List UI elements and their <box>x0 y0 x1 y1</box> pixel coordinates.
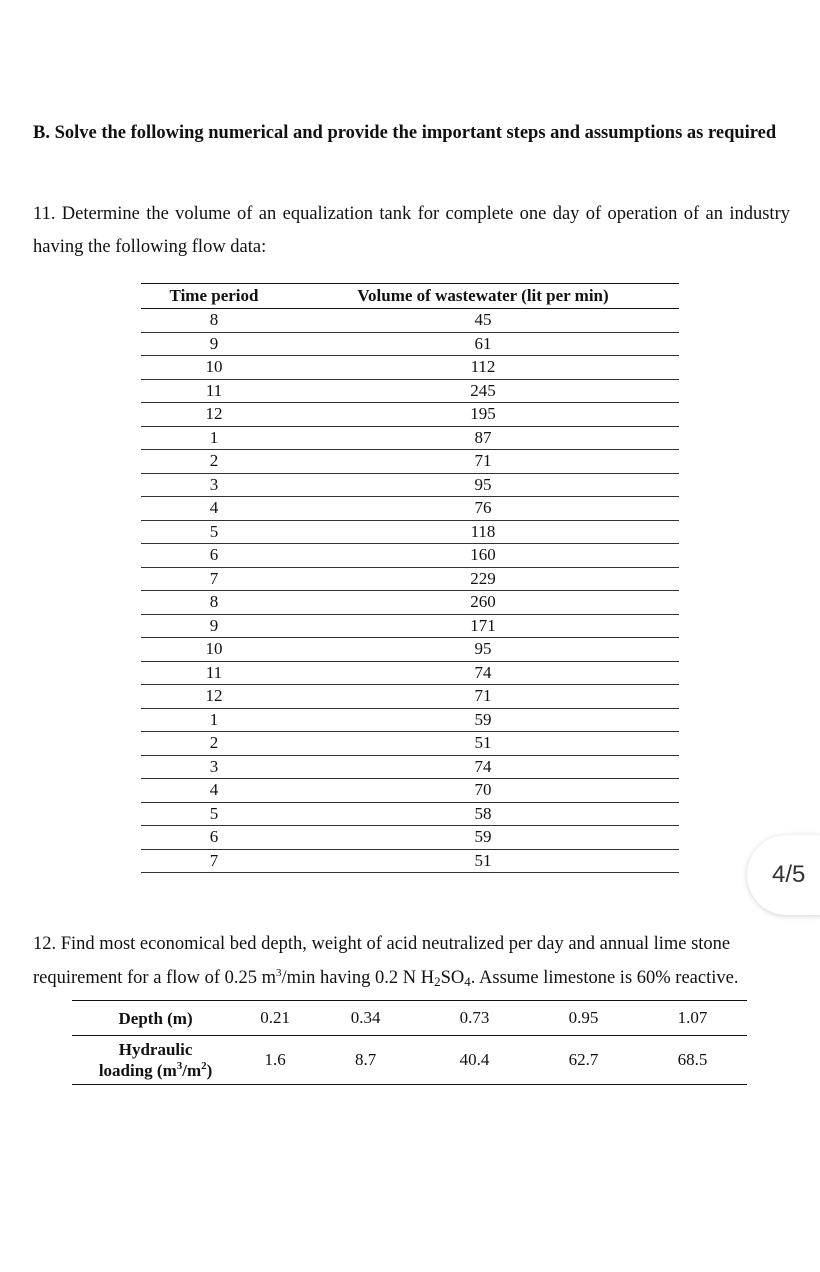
time-period-cell: 7 <box>141 849 287 873</box>
loading-value: 8.7 <box>311 1036 420 1085</box>
flow-table-row <box>141 356 679 380</box>
time-period-cell: 12 <box>141 685 287 709</box>
volume-cell: 87 <box>287 426 679 450</box>
time-period-cell: 6 <box>141 544 287 568</box>
loading-value: 40.4 <box>420 1036 529 1085</box>
time-period-cell: 10 <box>141 638 287 662</box>
q12-text-part1: 12. Find most economical bed depth, weight of acid neutralized per day and annual lime stone requirement for a flow of 0.25 m <box>33 934 731 988</box>
q12-sup-cubic: 3 <box>276 967 282 979</box>
volume-cell: 58 <box>287 802 679 826</box>
flow-table-row <box>141 309 679 333</box>
flow-table-row <box>141 567 679 591</box>
time-period-cell: 9 <box>141 614 287 638</box>
time-period-header: Time period <box>141 284 287 309</box>
q12-text-part4: . Assume limestone is 60% reactive. <box>470 968 739 988</box>
time-period-cell: 2 <box>141 732 287 756</box>
volume-cell: 74 <box>287 661 679 685</box>
volume-cell: 71 <box>287 685 679 709</box>
volume-cell: 76 <box>287 497 679 521</box>
volume-cell: 260 <box>287 591 679 615</box>
q12-text-part3: SO <box>440 968 465 988</box>
volume-cell: 195 <box>287 403 679 427</box>
loading-label-mid: /m <box>182 1061 202 1080</box>
depth-value: 0.21 <box>239 1001 311 1036</box>
depth-value: 0.34 <box>311 1001 420 1036</box>
time-period-cell: 6 <box>141 826 287 850</box>
flow-table-row <box>141 755 679 779</box>
volume-cell: 95 <box>287 638 679 662</box>
volume-cell: 118 <box>287 520 679 544</box>
flow-table-row <box>141 591 679 615</box>
flow-table-header <box>141 284 679 309</box>
time-period-cell: 8 <box>141 309 287 333</box>
flow-table-row <box>141 638 679 662</box>
volume-cell: 160 <box>287 544 679 568</box>
flow-table-row <box>141 497 679 521</box>
time-period-cell: 4 <box>141 779 287 803</box>
page-indicator: 4/5 <box>747 835 820 915</box>
flow-table-row <box>141 332 679 356</box>
flow-table-row <box>141 708 679 732</box>
flow-table-body <box>141 309 679 873</box>
question-12-text <box>33 927 790 995</box>
volume-cell: 51 <box>287 849 679 873</box>
volume-cell: 59 <box>287 826 679 850</box>
volume-cell: 245 <box>287 379 679 403</box>
flow-table-row <box>141 661 679 685</box>
question-11-text: 11. Determine the volume of an equalization tank for complete one day of operation of an industry having the following flow data: <box>33 204 790 257</box>
flow-table-row <box>141 732 679 756</box>
depth-value: 1.07 <box>638 1001 747 1036</box>
time-period-cell: 1 <box>141 708 287 732</box>
q12-sub-o4: 4 <box>464 974 471 989</box>
loading-value: 68.5 <box>638 1036 747 1085</box>
volume-header: Volume of wastewater (lit per min) <box>287 284 679 309</box>
depth-row <box>72 1001 747 1036</box>
time-period-cell: 2 <box>141 450 287 474</box>
loading-sup-square: 2 <box>201 1060 207 1072</box>
flow-table-row <box>141 379 679 403</box>
depth-value: 0.95 <box>529 1001 638 1036</box>
loading-label-line1: Hydraulic <box>118 1040 193 1059</box>
flow-table-row <box>141 520 679 544</box>
volume-cell: 61 <box>287 332 679 356</box>
depth-label: Depth (m) <box>72 1001 239 1036</box>
time-period-cell: 3 <box>141 755 287 779</box>
loading-label-line2: loading (m <box>98 1061 177 1080</box>
q12-text-part2: /min having 0.2 N H <box>281 968 435 988</box>
loading-row <box>72 1036 747 1085</box>
volume-cell: 71 <box>287 450 679 474</box>
time-period-cell: 11 <box>141 379 287 403</box>
section-heading: B. Solve the following numerical and provide the important steps and assumptions as required <box>33 123 777 143</box>
flow-table-row <box>141 685 679 709</box>
volume-cell: 229 <box>287 567 679 591</box>
loading-label-end: ) <box>206 1061 213 1080</box>
time-period-cell: 10 <box>141 356 287 380</box>
time-period-cell: 5 <box>141 802 287 826</box>
flow-table-row <box>141 826 679 850</box>
time-period-cell: 12 <box>141 403 287 427</box>
loading-label <box>72 1036 239 1085</box>
depth-value: 0.73 <box>420 1001 529 1036</box>
volume-cell: 51 <box>287 732 679 756</box>
time-period-cell: 5 <box>141 520 287 544</box>
time-period-cell: 8 <box>141 591 287 615</box>
flow-table-row <box>141 426 679 450</box>
loading-sup-cubic: 3 <box>176 1060 183 1072</box>
time-period-cell: 4 <box>141 497 287 521</box>
time-period-cell: 7 <box>141 567 287 591</box>
volume-cell: 70 <box>287 779 679 803</box>
loading-value: 1.6 <box>239 1036 311 1085</box>
flow-data-table <box>141 283 679 873</box>
flow-table-row <box>141 779 679 803</box>
flow-table-row <box>141 450 679 474</box>
time-period-cell: 9 <box>141 332 287 356</box>
volume-cell: 59 <box>287 708 679 732</box>
flow-table-row <box>141 403 679 427</box>
volume-cell: 74 <box>287 755 679 779</box>
time-period-cell: 3 <box>141 473 287 497</box>
volume-cell: 95 <box>287 473 679 497</box>
flow-table-row <box>141 802 679 826</box>
depth-loading-table <box>72 1000 747 1085</box>
flow-table-row <box>141 473 679 497</box>
flow-table-row <box>141 849 679 873</box>
loading-value: 62.7 <box>529 1036 638 1085</box>
flow-table-row <box>141 614 679 638</box>
volume-cell: 112 <box>287 356 679 380</box>
volume-cell: 171 <box>287 614 679 638</box>
flow-table-row <box>141 544 679 568</box>
time-period-cell: 1 <box>141 426 287 450</box>
volume-cell: 45 <box>287 309 679 333</box>
q12-sub-h2: 2 <box>434 974 441 989</box>
time-period-cell: 11 <box>141 661 287 685</box>
